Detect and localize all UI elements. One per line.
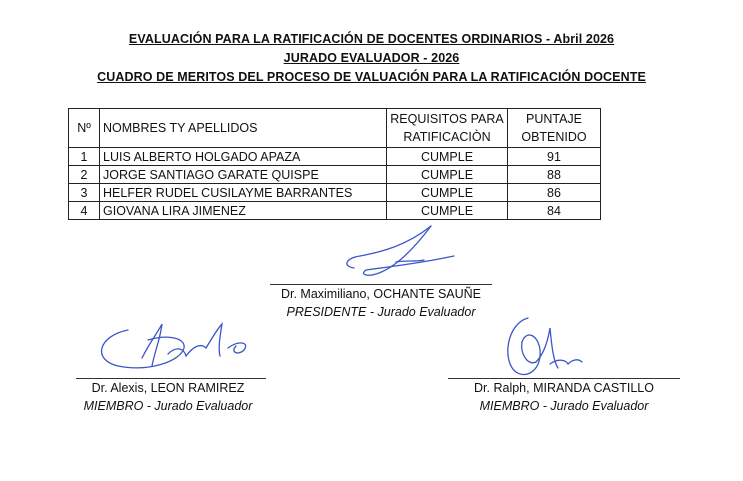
row-requirement: CUMPLE (387, 202, 508, 220)
row-requirement: CUMPLE (387, 184, 508, 202)
header-requirements-line2: RATIFICACIÒN (403, 130, 491, 144)
document-headings (0, 30, 743, 87)
member1-name: Dr. Alexis, LEON RAMIREZ (91, 381, 245, 395)
header-score (508, 109, 601, 148)
table-header-row (69, 109, 601, 148)
row-score: 84 (508, 202, 601, 220)
header-number: Nº (69, 109, 100, 148)
row-name: HELFER RUDEL CUSILAYME BARRANTES (100, 184, 387, 202)
member2-role: MIEMBRO - Jurado Evaluador (479, 399, 649, 413)
header-name: NOMBRES TY APELLIDOS (100, 109, 387, 148)
row-number: 2 (69, 166, 100, 184)
heading-merit-table: CUADRO DE MERITOS DEL PROCESO DE VALUACIÓN PARA LA RATIFICACIÓN DOCENTE (97, 70, 646, 84)
member2-name: Dr. Ralph, MIRANDA CASTILLO (474, 381, 654, 395)
member1-role: MIEMBRO - Jurado Evaluador (83, 399, 253, 413)
table-row (69, 202, 601, 220)
header-requirements (387, 109, 508, 148)
table-row (69, 166, 601, 184)
row-score: 91 (508, 148, 601, 166)
row-number: 3 (69, 184, 100, 202)
row-number: 1 (69, 148, 100, 166)
header-requirements-line1: REQUISITOS PARA (390, 112, 504, 126)
member1-signature (88, 318, 258, 378)
member2-signature-line (448, 378, 680, 379)
header-score-line1: PUNTAJE (525, 112, 583, 126)
row-name: JORGE SANTIAGO GARATE QUISPE (100, 166, 387, 184)
member2-signature (492, 310, 592, 382)
member1-signature-line (76, 378, 266, 379)
table-row (69, 148, 601, 166)
row-score: 86 (508, 184, 601, 202)
row-number: 4 (69, 202, 100, 220)
president-signature-line (270, 284, 492, 285)
president-name: Dr. Maximiliano, OCHANTE SAUÑE (280, 287, 482, 301)
president-role: PRESIDENTE - Jurado Evaluador (286, 305, 476, 319)
row-requirement: CUMPLE (387, 148, 508, 166)
row-score: 88 (508, 166, 601, 184)
row-name: LUIS ALBERTO HOLGADO APAZA (100, 148, 387, 166)
header-score-line2: OBTENIDO (521, 130, 587, 144)
heading-title: EVALUACIÓN PARA LA RATIFICACIÓN DE DOCENTES ORDINARIOS - Abril 2026 (128, 32, 615, 46)
table-row (69, 184, 601, 202)
row-requirement: CUMPLE (387, 166, 508, 184)
merit-table (68, 108, 601, 220)
row-name: GIOVANA LIRA JIMENEZ (100, 202, 387, 220)
president-signature (336, 216, 476, 286)
heading-jury: JURADO EVALUADOR - 2026 (283, 51, 460, 65)
